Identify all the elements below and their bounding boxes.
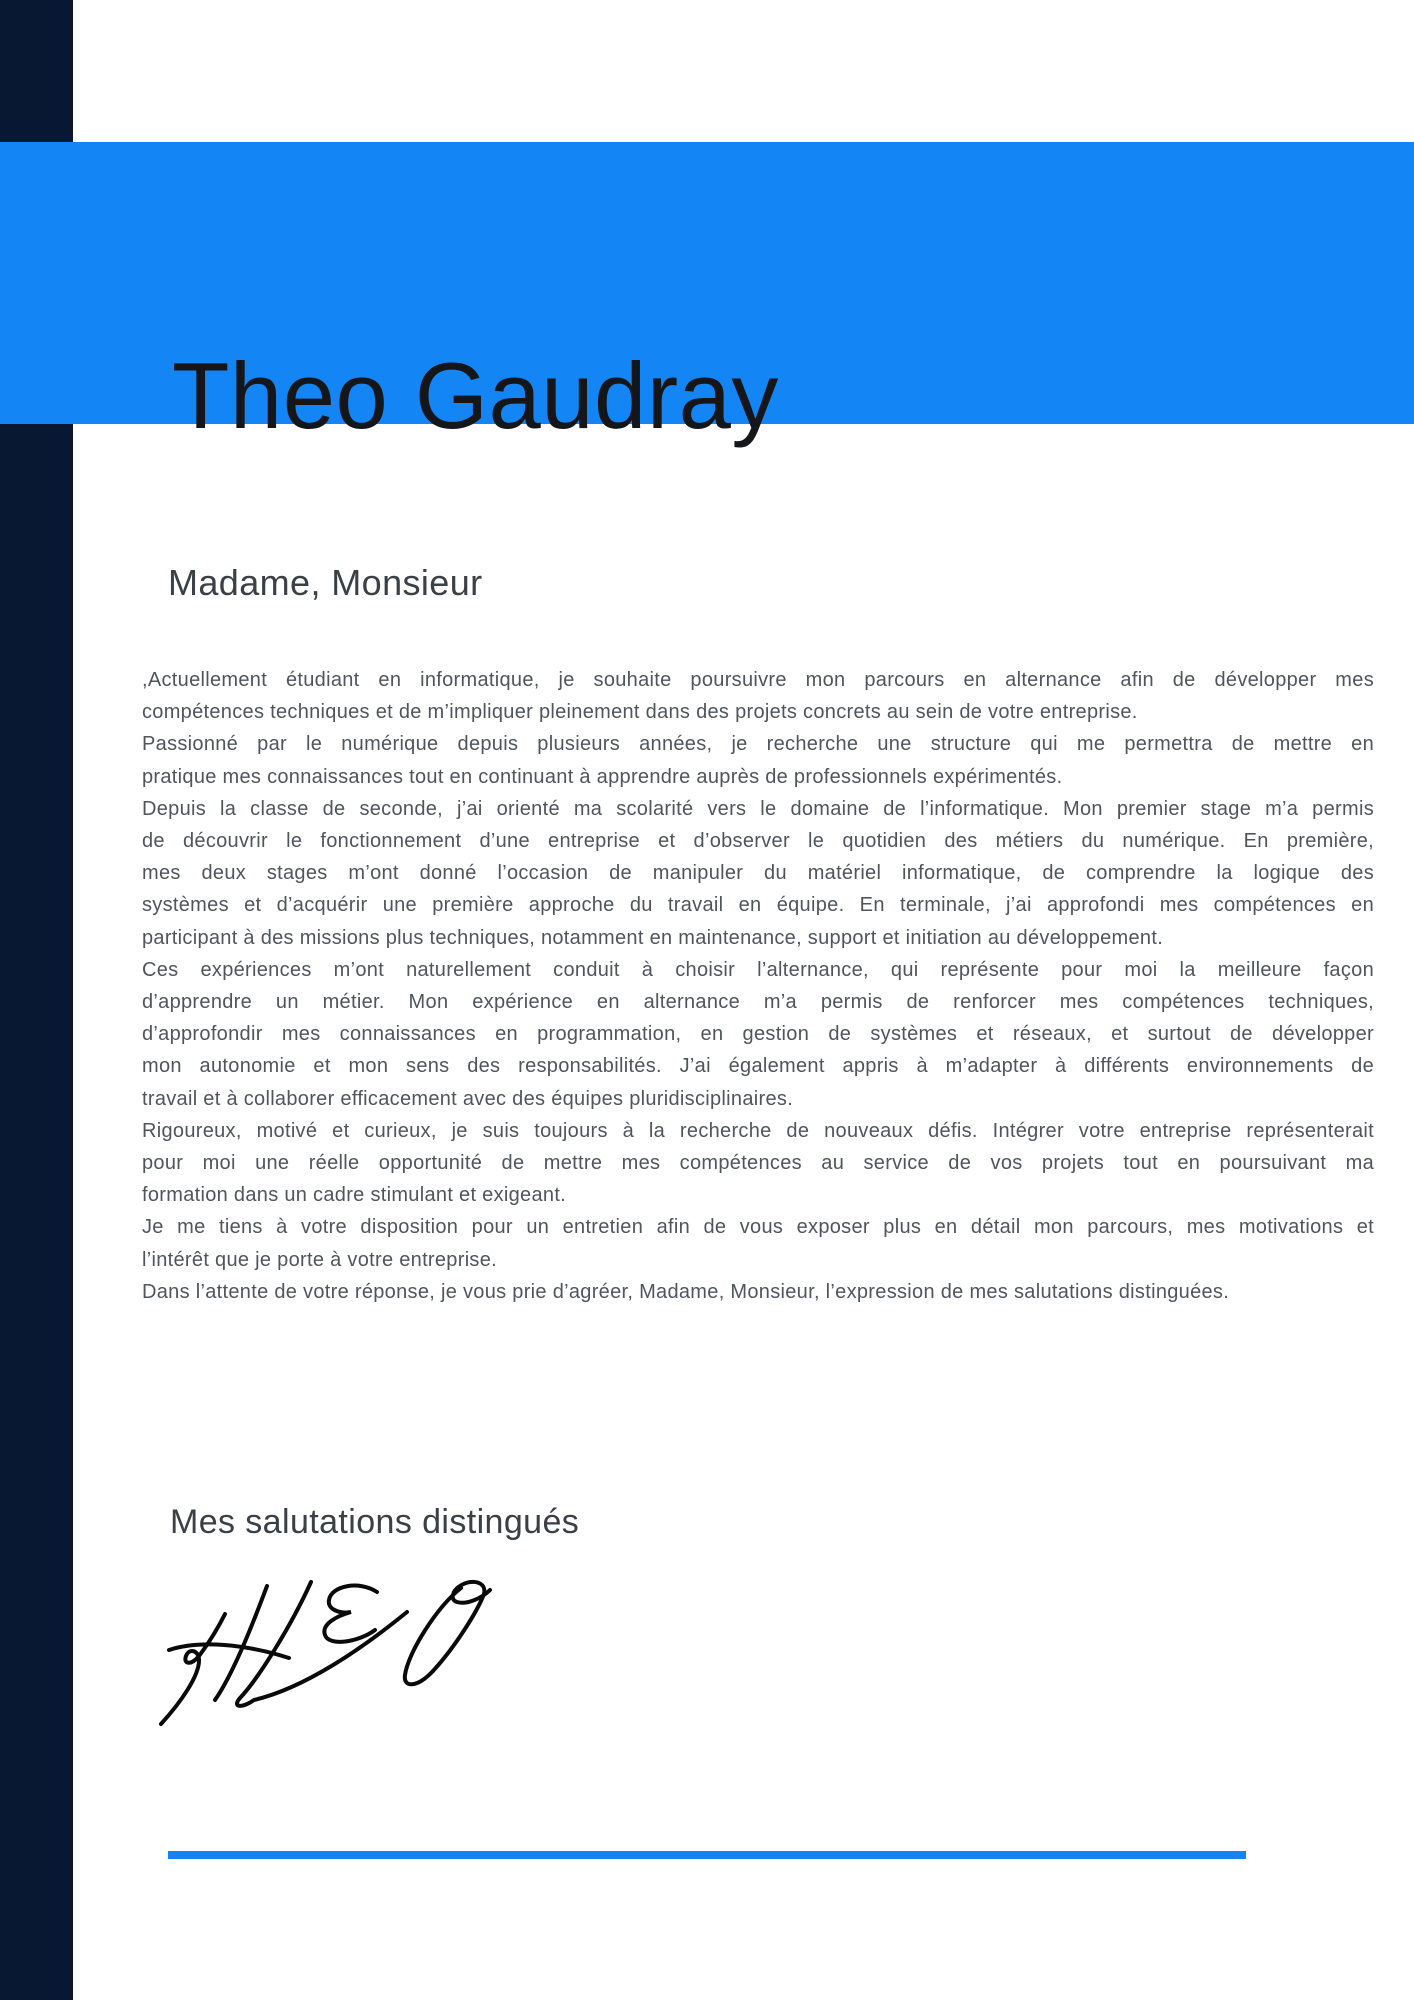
body-line: mon autonomie et mon sens des responsabilités. J’ai également appris à m’adapter à différents environnements de (142, 1055, 1374, 1078)
body-line: formation dans un cadre stimulant et exigeant. (142, 1184, 567, 1207)
header-band (0, 142, 1414, 448)
body-line: ,Actuellement étudiant en informatique, je souhaite poursuivre mon parcours en alternance afin de développer mes (142, 669, 1374, 691)
body-line: participant à des missions plus techniques, notamment en maintenance, support et initiation au développement. (142, 926, 1164, 949)
body-line: d’approfondir mes connaissances en programmation, en gestion de systèmes et réseaux, et surtout de développer (142, 1023, 1374, 1046)
body-line: Ces expériences m’ont naturellement conduit à choisir l’alternance, qui représente pour moi la meilleure façon (142, 958, 1374, 981)
greeting: Madame, Monsieur (168, 562, 483, 603)
signature-drawing (155, 1578, 495, 1728)
body-line: systèmes et d’acquérir une première approche du travail en équipe. En terminale, j’ai approfondi mes compétences en (142, 894, 1374, 917)
closing-salutation: Mes salutations distingués (170, 1503, 580, 1541)
body-line: Depuis la classe de seconde, j’ai orienté ma scolarité vers le domaine de l’informatique. Mon premier stage m’a permis (142, 797, 1374, 820)
body-line: de découvrir le fonctionnement d’une entreprise et d’observer le quotidien des métiers du numérique. En première, (142, 830, 1374, 853)
signature (155, 1578, 495, 1728)
body-line: Passionné par le numérique depuis plusieurs années, je recherche une structure qui me permettra de mettre en (142, 733, 1374, 756)
letter-body (142, 664, 1374, 1308)
body-line: l’intérêt que je porte à votre entreprise. (142, 1248, 498, 1271)
body-line: d’apprendre un métier. Mon expérience en alternance m’a permis de renforcer mes compétences techniques, (142, 991, 1374, 1014)
person-name: Theo Gaudray (172, 343, 779, 448)
body-line: Je me tiens à votre disposition pour un entretien afin de vous exposer plus en détail mon parcours, mes motivations et (142, 1216, 1374, 1239)
body-line: pratique mes connaissances tout en continuant à apprendre auprès de professionnels expérimentés. (142, 765, 1063, 788)
body-line: Rigoureux, motivé et curieux, je suis toujours à la recherche de nouveaux défis. Intégrer votre entreprise représenterait (142, 1119, 1374, 1142)
footer-divider (168, 1851, 1246, 1859)
body-line: pour moi une réelle opportunité de mettre mes compétences au service de vos projets tout en poursuivant ma (142, 1152, 1374, 1175)
body-line: compétences techniques et de m’impliquer pleinement dans des projets concrets au sein de votre entreprise. (142, 701, 1138, 724)
body-line: Dans l’attente de votre réponse, je vous prie d’agréer, Madame, Monsieur, l’expression de mes salutations distinguées. (142, 1280, 1230, 1303)
body-line: mes deux stages m’ont donné l’occasion de manipuler du matériel informatique, de comprendre la logique des (142, 862, 1374, 885)
body-line: travail et à collaborer efficacement avec des équipes pluridisciplinaires. (142, 1087, 794, 1110)
